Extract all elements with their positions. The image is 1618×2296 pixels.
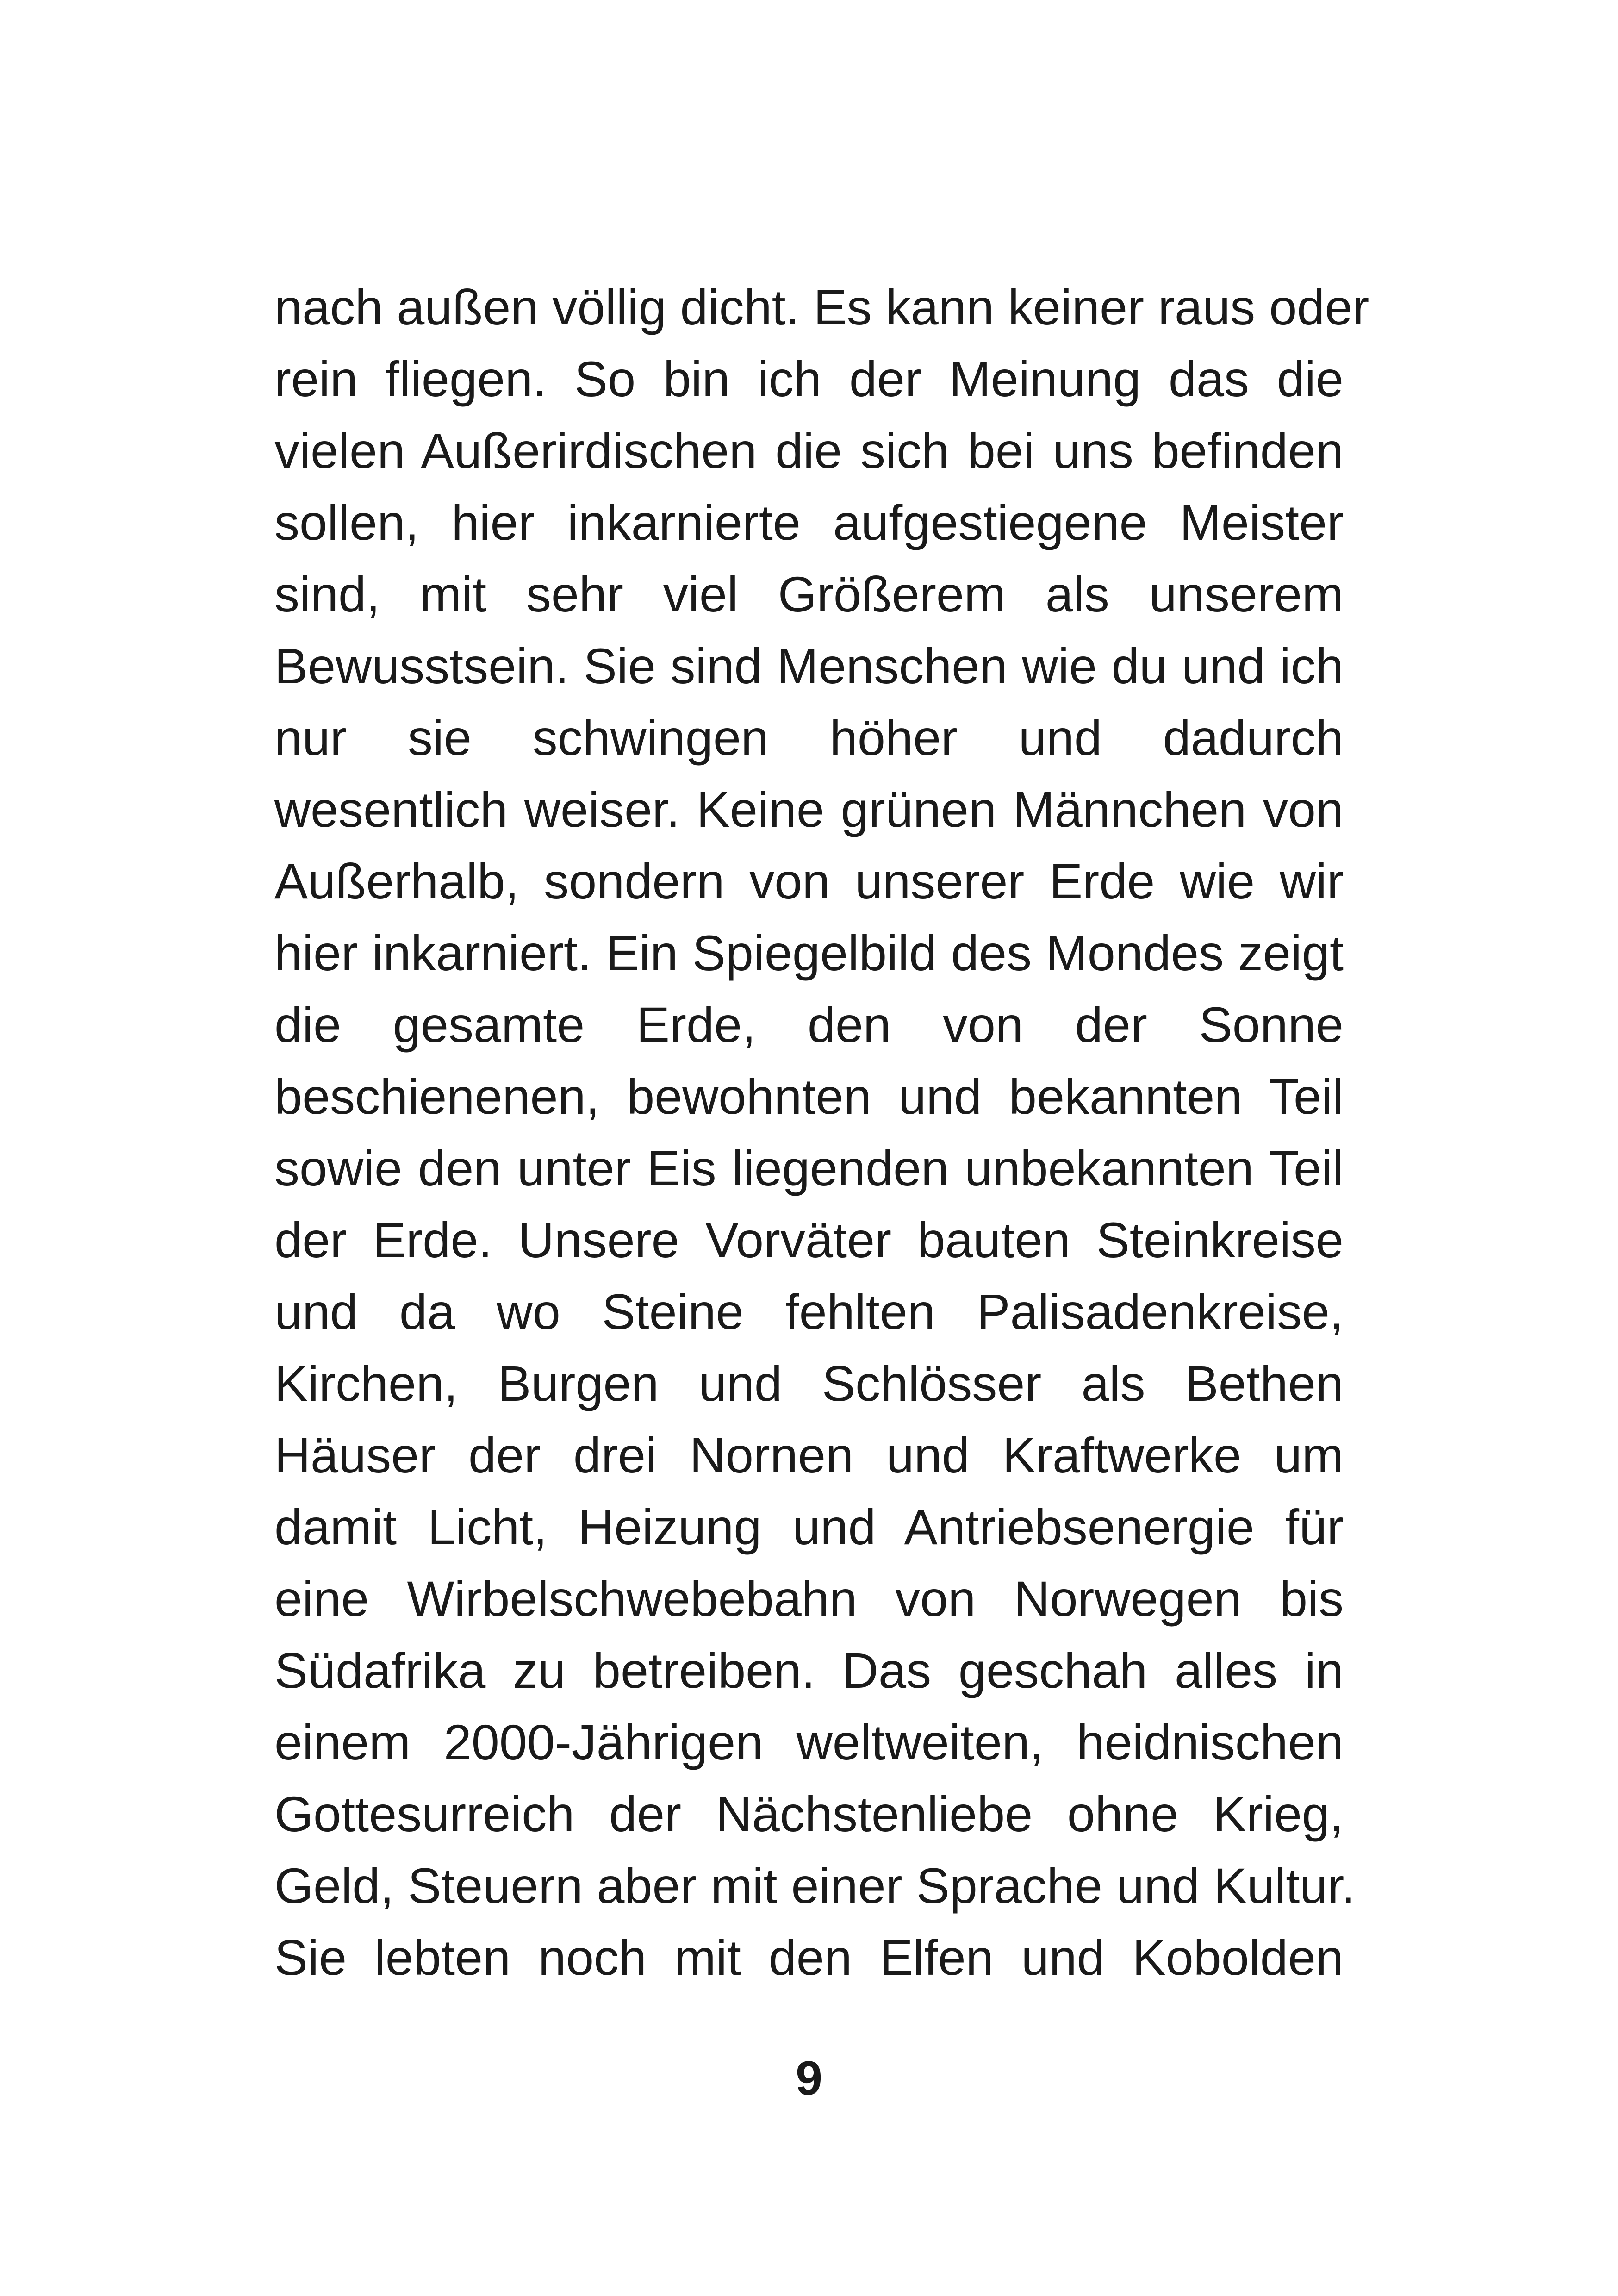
text-line: sowie den unter Eis liegenden unbekannten Teil <box>274 1140 1344 1196</box>
text-line: Bewusstsein. Sie sind Menschen wie du und ich <box>274 638 1344 694</box>
text-line: hier inkarniert. Ein Spiegelbild des Mondes zeigt <box>274 925 1344 981</box>
body-text <box>274 271 1369 1993</box>
text-line: die gesamte Erde, den von der Sonne <box>274 997 1344 1053</box>
text-line: eine Wirbelschwebebahn von Norwegen bis <box>274 1571 1344 1627</box>
text-line: sind, mit sehr viel Größerem als unserem <box>274 566 1344 622</box>
text-line: Häuser der drei Nornen und Kraftwerke um <box>274 1427 1344 1483</box>
text-line: Südafrika zu betreiben. Das geschah alles in <box>274 1642 1344 1698</box>
text-line: nach außen völlig dicht. Es kann keiner raus oder <box>274 279 1369 335</box>
text-line: beschienenen, bewohnten und bekannten Teil <box>274 1068 1344 1124</box>
text-line: damit Licht, Heizung und Antriebsenergie für <box>274 1499 1344 1555</box>
text-line: Außerhalb, sondern von unserer Erde wie wir <box>274 853 1344 909</box>
text-line: und da wo Steine fehlten Palisadenkreise, <box>274 1284 1344 1340</box>
text-line: Sie lebten noch mit den Elfen und Kobolden <box>274 1929 1344 1985</box>
text-line: wesentlich weiser. Keine grünen Männchen von <box>274 781 1344 837</box>
text-line: einem 2000-Jährigen weltweiten, heidnischen <box>274 1714 1344 1770</box>
text-line: Gottesurreich der Nächstenliebe ohne Krieg, <box>274 1786 1344 1842</box>
text-line: nur sie schwingen höher und dadurch <box>274 710 1344 766</box>
text-line: sollen, hier inkarnierte aufgestiegene Meister <box>274 494 1344 550</box>
page-number: 9 <box>796 2052 822 2105</box>
text-line: vielen Außerirdischen die sich bei uns befinden <box>274 423 1344 479</box>
text-line: rein fliegen. So bin ich der Meinung das die <box>274 351 1344 407</box>
text-line: Kirchen, Burgen und Schlösser als Bethen <box>274 1355 1344 1411</box>
text-line: der Erde. Unsere Vorväter bauten Steinkreise <box>274 1212 1344 1268</box>
text-line: Geld, Steuern aber mit einer Sprache und Kultur. <box>274 1858 1356 1914</box>
